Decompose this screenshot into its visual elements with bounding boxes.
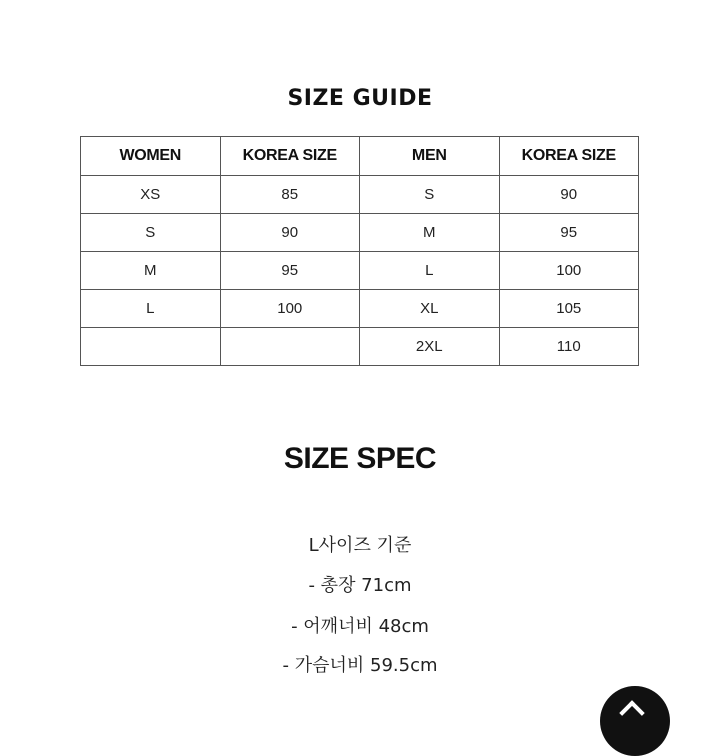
size-spec-title: SIZE SPEC [283,442,437,475]
scroll-to-top-button[interactable] [600,686,670,756]
table-row [81,328,639,366]
table-cell: M [81,252,221,290]
header-korea-size-women: KOREA SIZE [220,137,360,176]
table-cell: 110 [499,328,639,366]
table-cell: XS [81,176,221,214]
header-korea-size-men: KOREA SIZE [499,137,639,176]
spec-shoulder-width-line: - 어깨너비 48cm [291,616,429,637]
table-row [81,176,639,214]
table-cell: XL [360,290,500,328]
table-cell [220,328,360,366]
size-guide-table [80,136,639,366]
table-cell: 95 [499,214,639,252]
table-cell: L [81,290,221,328]
table-cell [81,328,221,366]
size-guide-title: SIZE GUIDE [287,86,433,111]
table-cell: 90 [220,214,360,252]
header-women: WOMEN [81,137,221,176]
table-row [81,214,639,252]
table-row [81,290,639,328]
chevron-up-icon [619,700,644,725]
table-cell: M [360,214,500,252]
table-cell: L [360,252,500,290]
table-row [81,252,639,290]
table-cell: S [81,214,221,252]
table-cell: 95 [220,252,360,290]
table-cell: S [360,176,500,214]
spec-total-length-line: - 총장 71cm [308,575,412,596]
spec-chest-width-line: - 가슴너비 59.5cm [282,655,438,676]
table-cell: 2XL [360,328,500,366]
table-header-row [81,137,639,176]
header-men: MEN [360,137,500,176]
table-cell: 105 [499,290,639,328]
table-cell: 100 [220,290,360,328]
spec-basis-line: L사이즈 기준 [308,535,412,556]
table-cell: 85 [220,176,360,214]
table-cell: 90 [499,176,639,214]
table-cell: 100 [499,252,639,290]
